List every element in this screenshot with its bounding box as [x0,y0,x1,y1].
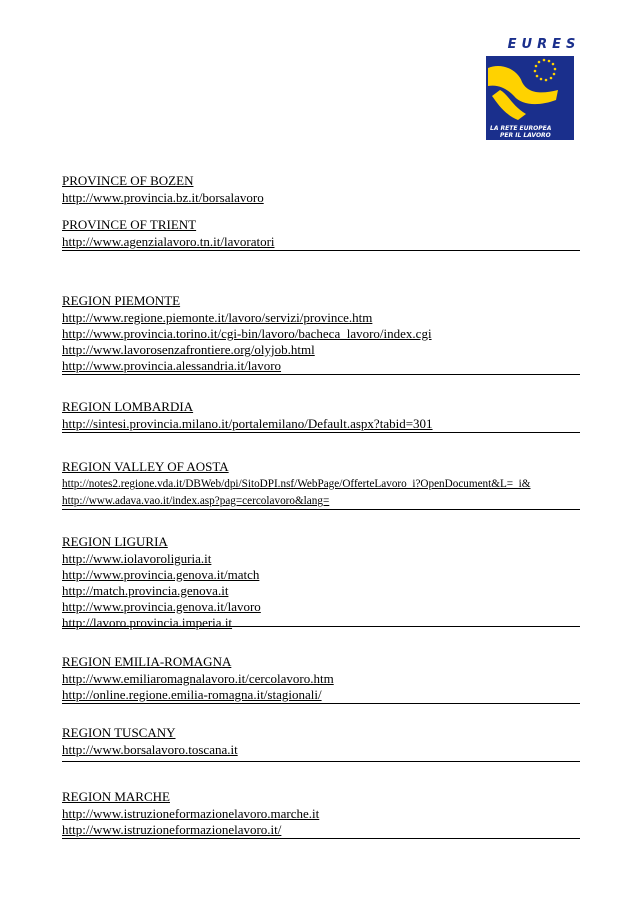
logo-tagline-2: PER IL LAVORO [500,132,551,139]
section-link[interactable]: http://www.emiliaromagnalavoro.it/cercolavoro.htm [62,671,334,686]
section-link[interactable]: http://www.iolavoroliguria.it [62,551,212,566]
divider [62,626,580,627]
eures-logo [478,34,582,146]
section-title: REGION VALLEY OF AOSTA [62,459,229,474]
section-link[interactable]: http://match.provincia.genova.it [62,583,229,598]
section-title: REGION MARCHE [62,789,170,804]
divider [62,703,580,704]
section-title: REGION PIEMONTE [62,293,181,308]
section-title: REGION LOMBARDIA [62,399,194,414]
section-link[interactable]: http://www.provincia.torino.it/cgi-bin/lavoro/bacheca_lavoro/index.cgi [62,326,432,341]
section-title: PROVINCE OF BOZEN [62,173,194,188]
divider [62,838,580,839]
section-title: REGION EMILIA-ROMAGNA [62,654,232,669]
section-link[interactable]: http://online.regione.emilia-romagna.it/stagionali/ [62,687,322,702]
section-title: REGION LIGURIA [62,534,168,549]
section-link[interactable]: http://www.istruzioneformazionelavoro.marche.it [62,806,320,821]
divider [62,250,580,251]
section-emilia-romagna [62,654,580,703]
section-link[interactable]: http://www.provincia.bz.it/borsalavoro [62,190,264,205]
section-link[interactable]: http://www.provincia.alessandria.it/lavoro [62,358,282,373]
section-title: REGION TUSCANY [62,725,176,740]
logo-blue-panel [486,56,574,122]
section-lombardia [62,399,580,432]
divider [62,509,580,510]
section-link[interactable]: http://lavoro.provincia.imperia.it [62,615,233,630]
section-tuscany [62,725,580,758]
section-link[interactable]: http://www.regione.piemonte.it/lavoro/servizi/province.htm [62,310,373,325]
section-trient [62,217,580,250]
section-title: PROVINCE OF TRIENT [62,217,197,232]
logo-wordmark: EURES [507,37,581,52]
section-link[interactable]: http://www.agenzialavoro.tn.it/lavoratori [62,234,275,249]
divider [62,761,580,762]
section-link[interactable]: http://www.lavorosenzafrontiere.org/olyjob.html [62,342,315,357]
section-bozen [62,173,580,206]
divider [62,374,580,375]
logo-tagline-1: LA RETE EUROPEA [490,125,552,132]
section-link[interactable]: http://www.provincia.genova.it/match [62,567,260,582]
section-link[interactable]: http://www.istruzioneformazionelavoro.it/ [62,822,282,837]
section-link[interactable]: http://www.provincia.genova.it/lavoro [62,599,261,614]
section-link[interactable]: http://www.borsalavoro.toscana.it [62,742,238,757]
section-aosta [62,459,580,510]
section-link[interactable]: http://www.adava.vao.it/index.asp?pag=cercolavoro&lang= [62,495,330,507]
section-link[interactable]: http://sintesi.provincia.milano.it/portalemilano/Default.aspx?tabid=301 [62,416,433,431]
section-liguria [62,534,580,631]
section-marche [62,789,580,838]
section-piemonte [62,293,580,374]
divider [62,432,580,433]
section-link[interactable]: http://notes2.regione.vda.it/DBWeb/dpi/SitoDPI.nsf/WebPage/OfferteLavoro_i?OpenDocument&L=_i& [62,478,531,490]
